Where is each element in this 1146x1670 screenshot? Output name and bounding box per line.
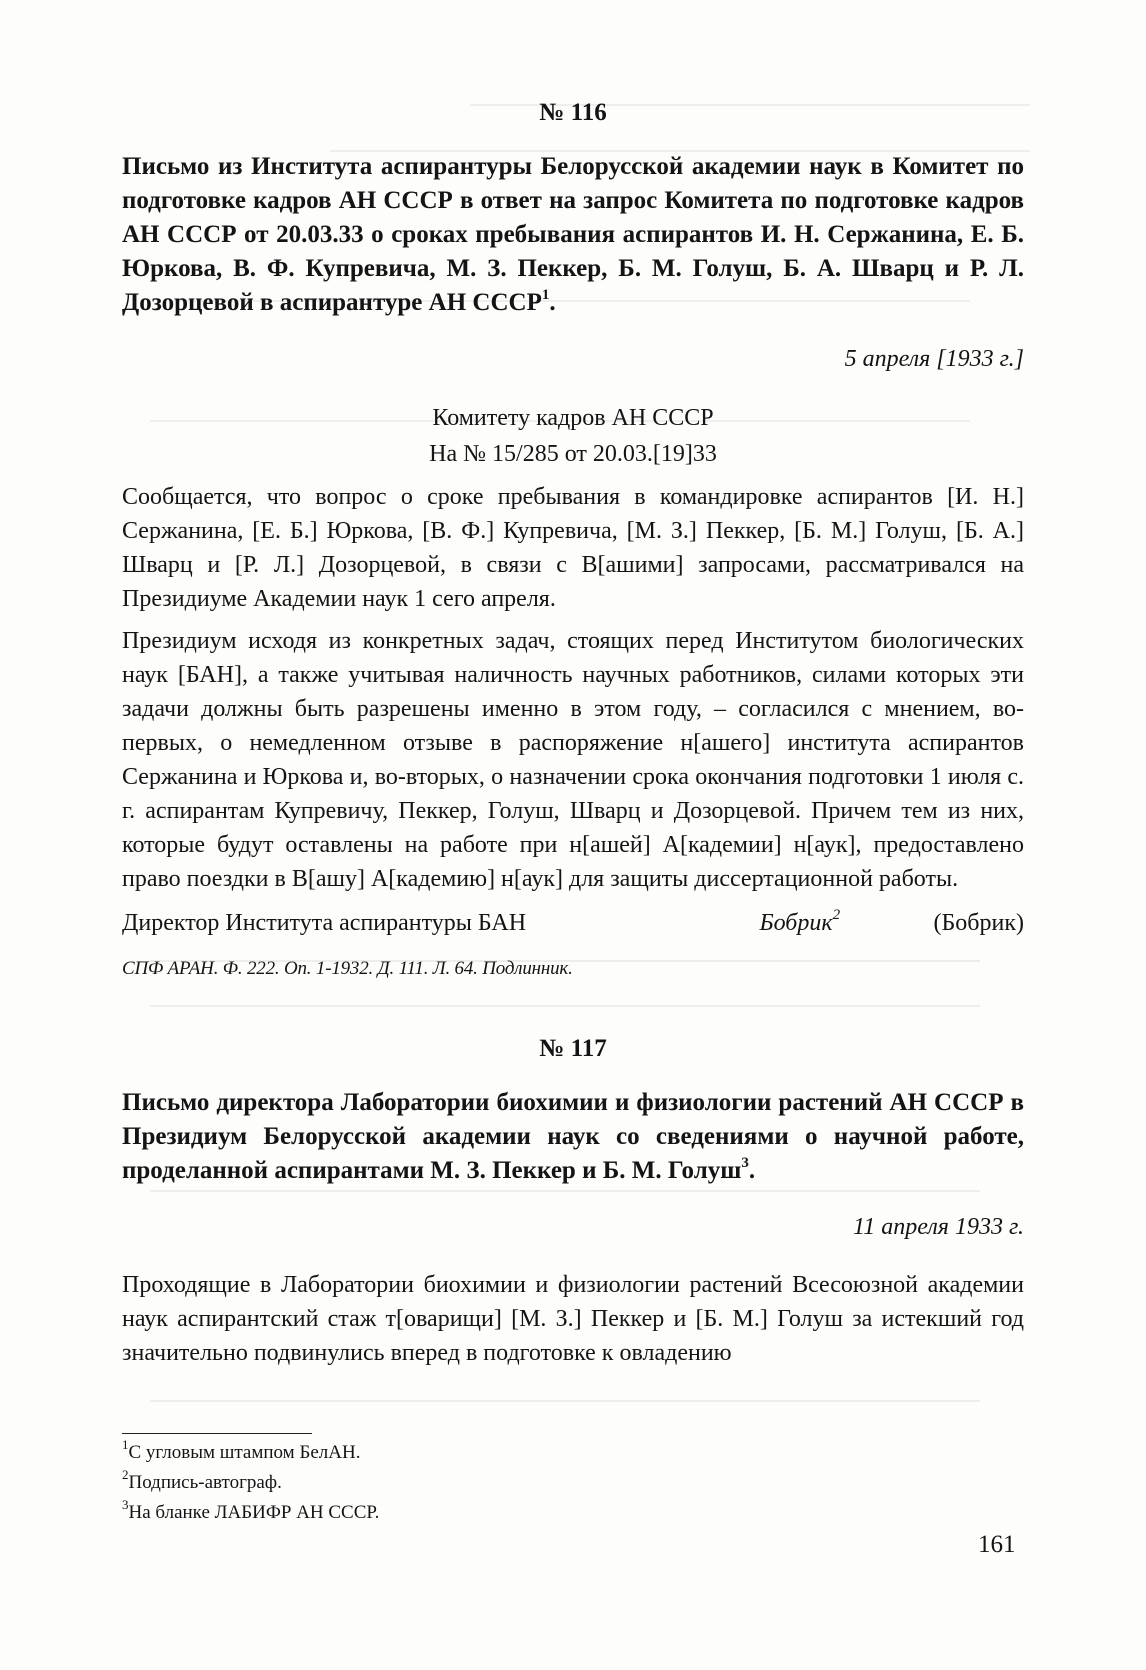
signature-position: Директор Института аспирантуры БАН	[122, 910, 527, 936]
letter-paragraph-2: Президиум исходя из конкретных задач, стоящих перед Институтом биологических наук [БАН], а также учитывая наличность научных работников, силами которых эти задачи должны быть разрешены именно в этом году, – согласился с мнением, во-первых, о немедленном отзыве в распоряжение н[ашего] института аспирантов Сержанина и Юркова и, во-вторых, о назначении срока окончания подготовки 1 июля с. г. аспирантам Купревичу, Пеккер, Голуш, Шварц и Дозорцевой. Причем тем из них, которые будут оставлены на работе при н[ашей] А[кадемии] н[аук], предоставлено право поездки в В[ашу] А[кадемию] н[аук] для защиты диссертационной работы.	[122, 628, 1024, 892]
signature-name-decoded: (Бобрик)	[933, 910, 1024, 936]
document-title-116: Письмо из Института аспирантуры Белорусской академии наук в Комитет по подготовке кадров АН СССР в ответ на запрос Комитета по подготовке кадров АН СССР от 20.03.33 о сроках пребывания аспирантов И. Н. Сержанина, Е. Б. Юркова, В. Ф. Купревича, М. З. Пеккер, Б. М. Голуш, Б. А. Шварц и Р. Л. Дозорцевой в аспирантуре АН СССР$^1$.	[122, 153, 1024, 316]
document-title-117: Письмо директора Лаборатории биохимии и физиологии растений АН СССР в Президиум Белорусской академии наук со сведениями о научной работе, проделанной аспирантами М. З. Пеккер и Б. М. Голуш$^3$.	[122, 1089, 1024, 1184]
footnote-2: $^2$Подпись-автограф.	[122, 1466, 282, 1493]
document-date-117: 11 апреля 1933 г.	[853, 1214, 1024, 1240]
addressee-block	[122, 400, 1024, 472]
footnote-rule	[122, 1433, 312, 1434]
addressee-line-2: На № 15/285 от 20.03.[19]33	[429, 441, 717, 467]
main-text-column	[122, 96, 1024, 1378]
archive-source: СПФ АРАН. Ф. 222. Оп. 1-1932. Д. 111. Л. 64. Подлинник.	[122, 958, 573, 979]
addressee-line-1: Комитету кадров АН СССР	[432, 405, 714, 431]
signature-autograph: Бобрик$^2$	[759, 907, 841, 936]
footnote-3: $^3$На бланке ЛАБИФР АН СССР.	[122, 1496, 380, 1523]
footnote-ref-3: 3	[741, 1154, 749, 1171]
footnotes	[122, 1433, 722, 1528]
page-number: 161	[978, 1531, 1016, 1558]
signature-line	[122, 906, 1024, 940]
footnote-1: $^1$С угловым штампом БелАН.	[122, 1436, 361, 1463]
document-number-116: № 116	[539, 99, 607, 126]
letter-117-paragraph-1: Проходящие в Лаборатории биохимии и физиологии растений Всесоюзной академии наук аспирантский стаж т[оварищи] [М. З.] Пеккер и [Б. М.] Голуш за истекший год значительно подвинулись вперед в подготовке к овладению	[122, 1272, 1024, 1366]
footnote-ref-2: 2	[832, 907, 841, 923]
document-date-116: 5 апреля [1933 г.]	[844, 346, 1024, 372]
document-number-117: № 117	[539, 1035, 607, 1062]
footnote-ref-1: 1	[541, 286, 550, 303]
letter-paragraph-1: Сообщается, что вопрос о сроке пребывания в командировке аспирантов [И. Н.] Сержанина, [Е. Б.] Юркова, [В. Ф.] Купревича, [М. З.] Пеккер, [Б. М.] Голуш, [Б. А.] Шварц и [Р. Л.] Дозорцевой, в связи с В[ашими] запросами, рассматривался на Президиуме Академии наук 1 сего апреля.	[122, 484, 1024, 612]
